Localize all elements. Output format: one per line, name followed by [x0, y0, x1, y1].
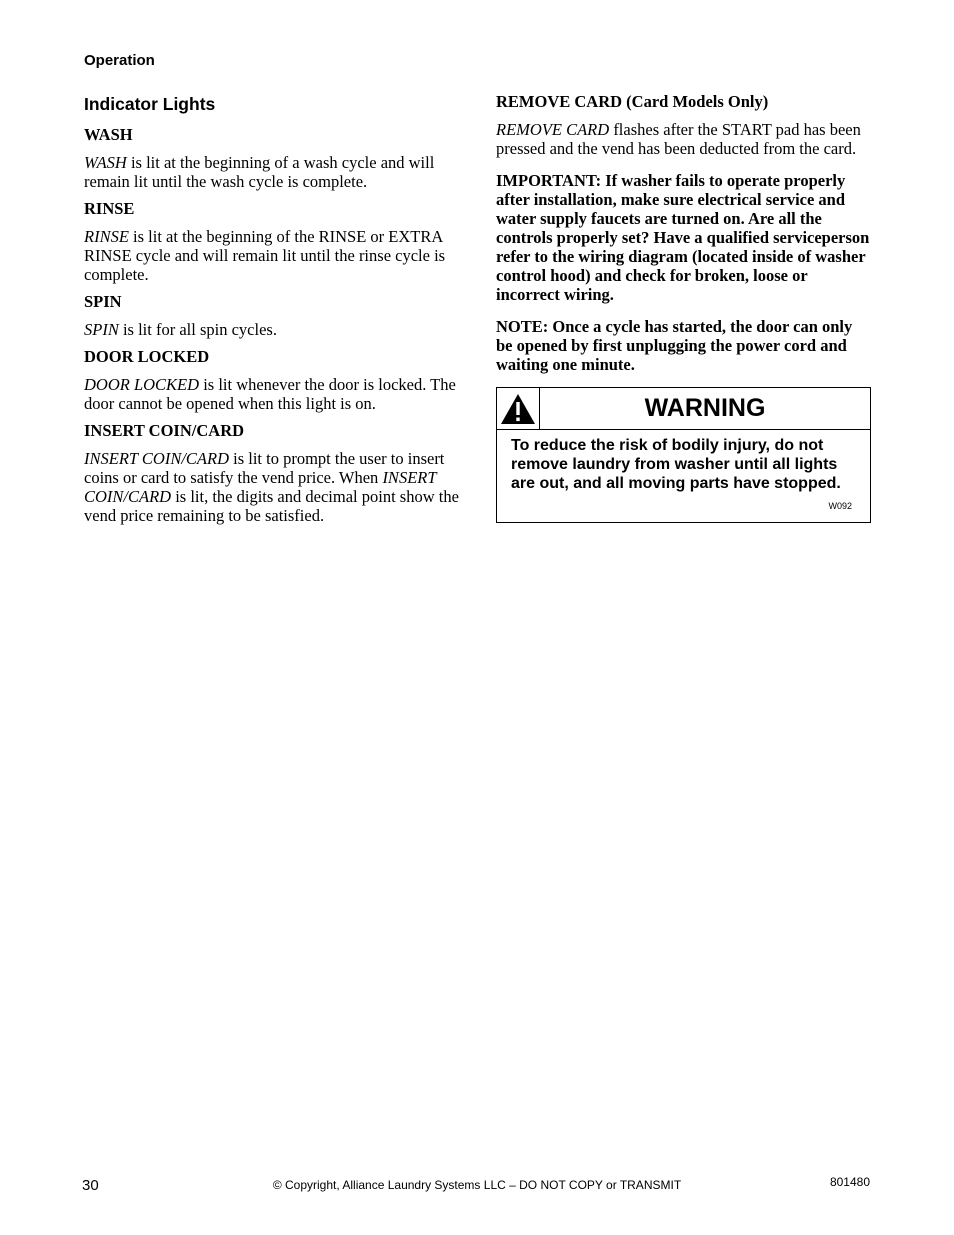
right-column	[496, 92, 871, 523]
warning-body	[497, 430, 870, 522]
page-number: 30	[82, 1177, 99, 1194]
warning-triangle-icon	[497, 388, 539, 429]
note-paragraph: NOTE: Once a cycle has started, the door can only be opened by first unplugging the power cord and waiting one minute.	[496, 317, 853, 374]
insert-coin-card-term: INSERT COIN/CARD	[84, 449, 229, 468]
warning-code: W092	[828, 501, 852, 511]
insert-coin-card-heading: INSERT COIN/CARD	[84, 421, 245, 440]
remove-card-term: REMOVE CARD	[496, 120, 610, 139]
warning-text: To reduce the risk of bodily injury, do not remove laundry from washer until all lights are out, and all moving parts have stopped.	[511, 437, 841, 492]
rinse-term: RINSE	[84, 227, 129, 246]
section-label: Operation	[84, 52, 155, 69]
important-paragraph: IMPORTANT: If washer fails to operate properly after installation, make sure electrical service and water supply faucets are turned on. Are all the controls properly set? Have a qualified serviceperson refer to the wiring diagram (located inside of washer control hood) and check for broken, loose or incorrect wiring.	[496, 171, 870, 304]
spin-paragraph	[84, 320, 459, 339]
document-number: 801480	[829, 1175, 870, 1189]
spin-heading: SPIN	[84, 292, 122, 311]
door-locked-term: DOOR LOCKED	[84, 375, 200, 394]
warning-icon-cell	[497, 388, 540, 429]
door-locked-heading: DOOR LOCKED	[84, 347, 210, 366]
left-column	[84, 92, 459, 533]
warning-header	[497, 388, 870, 430]
remove-card-paragraph	[496, 120, 871, 158]
rinse-heading: RINSE	[84, 199, 135, 218]
rinse-paragraph	[84, 227, 459, 284]
rinse-text: is lit at the beginning of the RINSE or EXTRA RINSE cycle and will remain lit until the rinse cycle is complete.	[84, 227, 446, 284]
wash-term: WASH	[84, 153, 127, 172]
indicator-lights-title: Indicator Lights	[84, 94, 216, 114]
warning-box	[496, 387, 871, 523]
insert-coin-card-text-2: is lit, the digits and decimal point show the vend price remaining to be satisfied.	[84, 487, 459, 525]
spin-text: is lit for all spin cycles.	[118, 320, 277, 339]
door-locked-paragraph	[84, 375, 459, 413]
wash-heading: WASH	[84, 125, 133, 144]
remove-card-text: flashes after the START pad has been pressed and the vend has been deducted from the card.	[496, 120, 861, 158]
insert-coin-card-text: is lit to prompt the user to insert coins or card to satisfy the vend price. When	[84, 449, 445, 487]
insert-coin-card-paragraph	[84, 449, 459, 525]
wash-paragraph	[84, 153, 459, 191]
copyright-notice: © Copyright, Alliance Laundry Systems LLC – DO NOT COPY or TRANSMIT	[272, 1178, 682, 1192]
door-locked-text: is lit whenever the door is locked. The door cannot be opened when this light is on.	[84, 375, 456, 413]
insert-coin-card-term-2: INSERT COIN/CARD	[84, 468, 437, 506]
wash-text: is lit at the beginning of a wash cycle and will remain lit until the wash cycle is complete.	[84, 153, 435, 191]
spin-term: SPIN	[84, 320, 119, 339]
remove-card-heading: REMOVE CARD (Card Models Only)	[496, 92, 769, 111]
warning-title: WARNING	[644, 394, 766, 422]
